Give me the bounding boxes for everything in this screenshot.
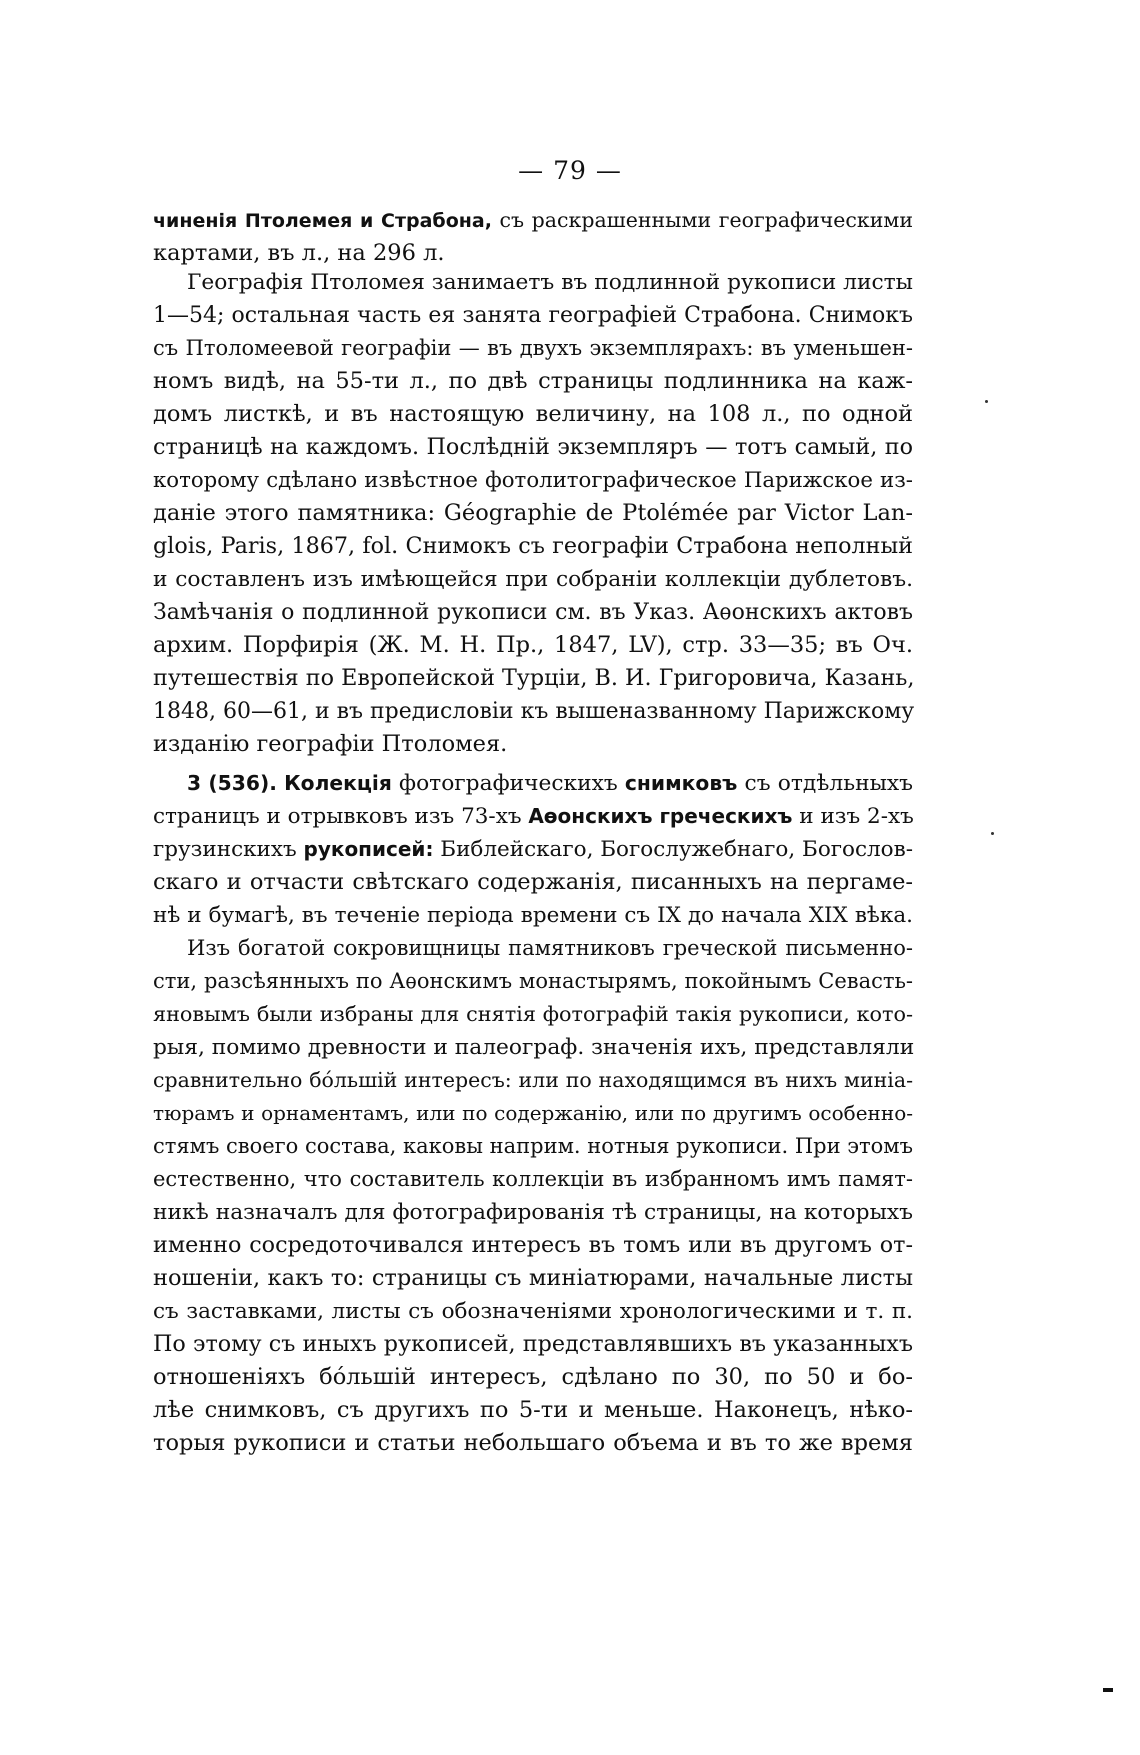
text-run: фотографическихъ — [391, 771, 625, 796]
text-line: скаго и отчасти свѣтскаго содержанія, писанныхъ на пергаме- — [153, 869, 913, 895]
text-line: страницѣ на каждомъ. Послѣдній экземпляръ — тотъ самый, по — [153, 434, 913, 460]
text-line: отношеніяхъ бóльшій интересъ, сдѣлано по 30, по 50 и бо- — [153, 1364, 913, 1390]
scan-speck — [985, 400, 988, 403]
text-run: Библейскаго, Богослужебнаго, Богослов- — [433, 837, 913, 862]
text-line: изданію географіи Птоломея. — [153, 731, 508, 757]
text-line: нѣ и бумагѣ, въ теченіе періода времени съ IX до начала XIX вѣка. — [153, 903, 913, 928]
text-line: По этому съ иныхъ рукописей, представлявшихъ въ указанныхъ — [153, 1331, 913, 1357]
entry-tail-paragraph — [153, 204, 913, 270]
text-line: которому сдѣлано извѣстное фотолитографическое Парижское из- — [153, 468, 913, 493]
text-run: и изъ 2-хъ — [792, 804, 914, 829]
text-line: яновымъ были избраны для снятія фотографій такія рукописи, кото- — [153, 1002, 913, 1026]
text-run: съ раскрашенными географическими — [491, 208, 913, 232]
text-line: архим. Порфирія (Ж. М. Н. Пр., 1847, LV), стр. 33—35; въ Оч. — [153, 632, 913, 658]
text-line: сти, разсѣянныхъ по Аѳонскимъ монастырямъ, покойнымъ Севасть- — [153, 969, 913, 993]
text-line: лѣе снимковъ, съ другихъ по 5-ти и меньше. Наконецъ, нѣко- — [153, 1397, 913, 1423]
text-line: 1848, 60—61, и въ предисловіи къ вышеназванному Парижскому — [153, 699, 915, 724]
text-line: съ Птоломеевой географіи — въ двухъ экземплярахъ: въ уменьшен- — [153, 336, 913, 360]
text-line: естественно, что составитель коллекціи въ избранномъ имъ памят- — [153, 1167, 913, 1191]
body-paragraph — [153, 932, 913, 1460]
bold-term: Аѳонскихъ греческихъ — [528, 804, 793, 828]
text-line: именно сосредоточивался интересъ въ томъ или въ другомъ от- — [153, 1232, 913, 1258]
text-line — [153, 767, 913, 800]
text-line: даніе этого памятника: Géographie de Ptolémée par Victor Lan- — [153, 500, 913, 526]
bold-term: Колекція — [284, 771, 392, 795]
text-line: домъ листкѣ, и въ настоящую величину, на 108 л., по одной — [153, 401, 913, 427]
text-line — [153, 800, 913, 833]
text-line — [153, 833, 913, 866]
scan-mark — [1103, 1688, 1113, 1692]
text-line: сравнительно бóльшій интересъ: или по находящимся въ нихъ миніа- — [153, 1068, 913, 1092]
bold-term: снимковъ — [624, 771, 738, 795]
entry-number: 3 (536). — [187, 771, 277, 795]
text-run: страницъ и отрывковъ изъ 73-хъ — [153, 804, 529, 829]
bold-title: чиненія Птолемея и Страбона, — [153, 210, 492, 232]
text-line: Географія Птоломея занимаетъ въ подлинной рукописи листы — [187, 270, 913, 295]
text-line: Изъ богатой сокровищницы памятниковъ греческой письменно- — [187, 936, 913, 960]
text-line: картами, въ л., на 296 л. — [153, 240, 445, 266]
text-line: рыя, помимо древности и палеограф. значенія ихъ, представляли — [153, 1035, 915, 1060]
text-line: съ заставками, листы съ обозначеніями хронологическими и т. п. — [153, 1299, 913, 1324]
text-line: тюрамъ и орнаментамъ, или по содержанію, или по другимъ особенно- — [153, 1101, 913, 1125]
text-line: стямъ своего состава, каковы наприм. нотныя рукописи. При этомъ — [153, 1134, 913, 1158]
text-run: съ отдѣльныхъ — [737, 771, 913, 796]
text-line: номъ видѣ, на 55-ти л., по двѣ страницы подлинника на каж- — [153, 368, 913, 394]
bold-term: рукописей: — [303, 837, 434, 861]
page-number: — 79 — — [518, 156, 622, 185]
text-line: ношеніи, какъ то: страницы съ миніатюрами, начальные листы — [153, 1265, 913, 1291]
text-line: никѣ назначалъ для фотографированія тѣ страницы, на которыхъ — [153, 1200, 913, 1225]
note-paragraph — [153, 266, 913, 761]
text-line: glois, Paris, 1867, fol. Снимокъ съ географіи Страбона неполный — [153, 533, 913, 559]
text-line: Замѣчанія о подлинной рукописи см. въ Указ. Аѳонскихъ актовъ — [153, 600, 913, 625]
entry-heading-paragraph — [153, 767, 913, 932]
text-line: 1—54; остальная часть ея занята географіей Страбона. Снимокъ — [153, 303, 913, 328]
text-line — [153, 204, 913, 237]
text-run: грузинскихъ — [153, 837, 304, 862]
scan-speck — [991, 832, 994, 835]
text-line: торыя рукописи и статьи небольшаго объема и въ то же время — [153, 1430, 913, 1456]
text-line: и составленъ изъ имѣющейся при собраніи коллекціи дублетовъ. — [153, 567, 913, 592]
text-line: путешествія по Европейской Турціи, В. И. Григоровича, Казань, — [153, 665, 915, 691]
